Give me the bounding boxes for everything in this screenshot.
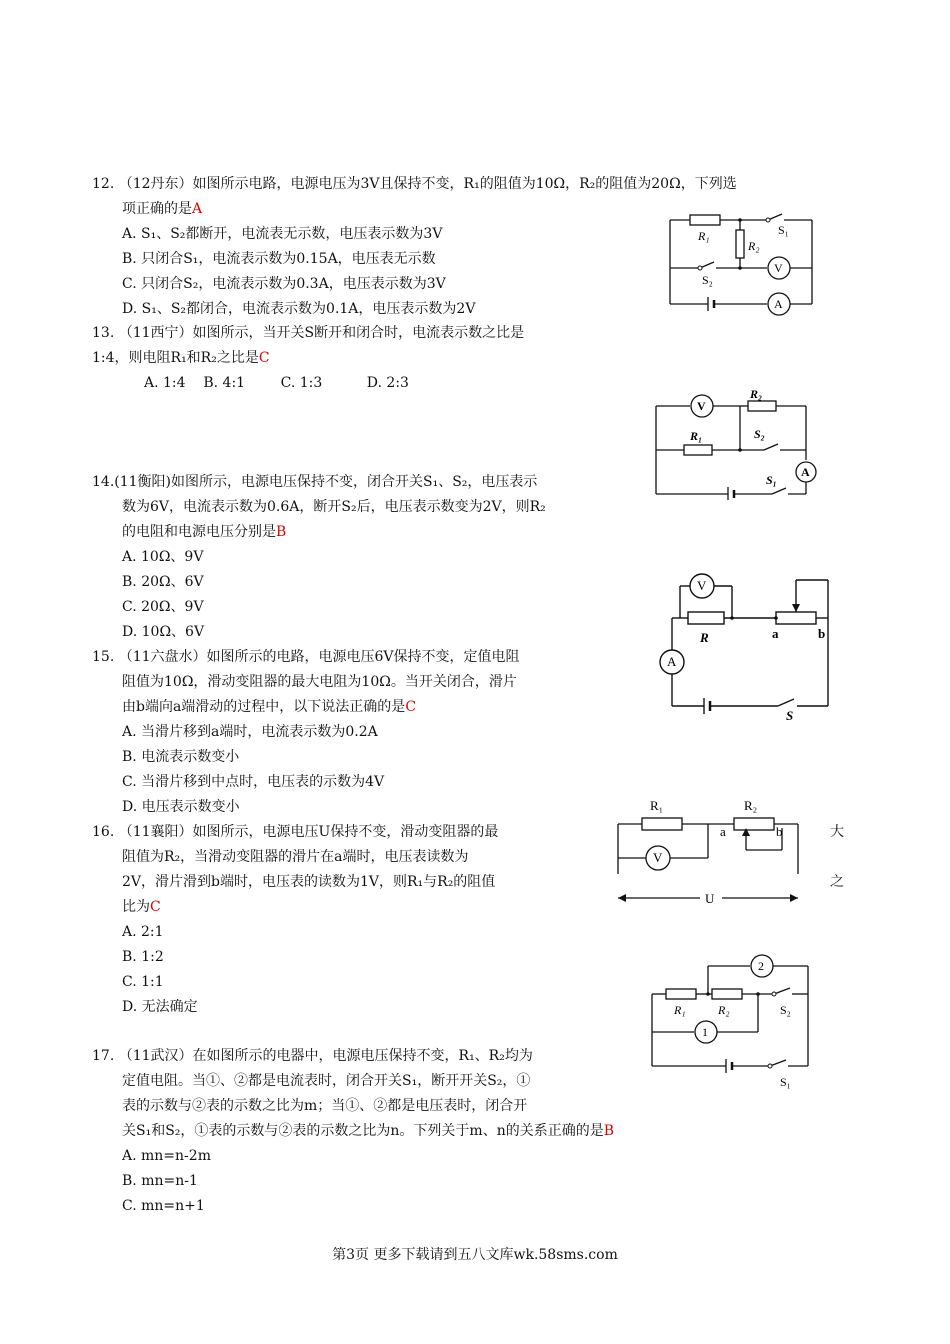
q17-option-a: A. mn=n-2m [122,1148,211,1164]
q17-s2-label: S₂ [780,1003,791,1017]
q12-r2-label: R₂ [748,239,760,253]
q15-option-d: D. 电压表示数变小 [122,799,240,815]
q15-option-a: A. 当滑片移到a端时，电流表示数为0.2A [122,724,378,740]
q12-option-b: B. 只闭合S₁，电流表示数为0.15A，电压表无示数 [122,251,436,267]
q15-ammeter-label: A [667,654,677,669]
q16-answer: C [150,899,161,915]
q14-option-a: A. 10Ω、9V [122,549,204,565]
q12-line1: 12. （12丹东）如图所示电路，电源电压为3V且保持不变，R₁的阻值为10Ω，R₂的阻值为20Ω，下列选 [92,176,737,192]
q13-r2-label: R₂ [750,388,763,401]
q14-option-d: D. 10Ω、6V [122,624,205,640]
q17-stem-end: 关S₁和S₂，①表的示数与②表的示数之比为n。下列关于m、n的关系正确的是 [122,1123,604,1139]
q13-line2 [92,348,270,368]
q16-r2-label: R₂ [744,798,758,813]
q14-line3 [122,522,286,542]
q16-line4 [122,897,161,917]
q16-b-end-label: b [776,824,783,839]
q12-s1-label: S₁ [778,223,789,237]
q15-option-b: B. 电流表示数变小 [122,749,240,765]
q17-line4 [122,1121,614,1141]
q16-a-end-label: a [720,824,726,839]
q14-option-b: B. 20Ω、6V [122,574,204,590]
q15-answer: C [405,699,417,715]
q17-option-b: B. mn=n-1 [122,1173,198,1189]
q15-line1: 15. （11六盘水）如图所示的电路，电源电压6V保持不变，定值电阻 [92,649,520,665]
q12-voltmeter-label: V [774,261,783,275]
q12-stem-end: 项正确的是 [122,201,192,217]
q13-options: A. 1:4 B. 4:1 C. 1:3 D. 2:3 [144,375,409,391]
q15-line3 [122,697,416,717]
q12-line2 [122,199,202,219]
q12-s2-label: S₂ [702,273,713,287]
q12-circuit-diagram [660,206,820,321]
q15-b-end-label: b [818,626,826,641]
q15-r-label: R [700,630,709,645]
q17-meter2-label: 2 [758,959,764,973]
q15-circuit-diagram [652,570,834,720]
q12-option-a: A. S₁、S₂都断开，电流表无示数，电压表示数为3V [122,226,443,242]
q17-line1: 17. （11武汉）在如图所示的电器中，电源电压保持不变，R₁、R₂均为 [92,1048,533,1064]
q15-a-end-label: a [772,626,779,641]
q14-answer: B [276,524,287,540]
q16-option-a: A. 2:1 [122,924,164,940]
q17-circuit-diagram [646,948,826,1090]
q15-option-c: C. 当滑片移到中点时，电压表的示数为4V [122,774,385,790]
q13-s1-label: S₁ [766,473,777,487]
q13-line1: 13. （11西宁）如图所示，当开关S断开和闭合时，电流表示数之比是 [92,325,525,341]
q16-line1: 16. （11襄阳）如图所示，电源电压U保持不变，滑动变阻器的最 [92,824,499,840]
q12-r1-label: R₁ [698,229,710,243]
q17-line2: 定值电阻。当①、②都是电流表时，闭合开关S₁，断开开关S₂，① [122,1073,531,1089]
q13-r1-label: R₁ [690,429,703,443]
q15-stem-end: 由b端向a端滑动的过程中，以下说法正确的是 [122,699,406,715]
q12-option-d: D. S₁、S₂都闭合，电流表示数为0.1A，电压表示数为2V [122,301,476,317]
q14-option-c: C. 20Ω、9V [122,599,204,615]
q13-ammeter-label: A [801,465,810,479]
q17-meter1-label: 1 [702,1025,708,1039]
q16-u-label: U [705,891,715,906]
q14-line1: 14.(11衡阳)如图所示，电源电压保持不变，闭合开关S₁、S₂，电压表示 [92,474,538,490]
q16-stem-end: 比为 [122,899,150,915]
q17-s1-label: S₁ [780,1075,791,1089]
q13-stem-end: 1:4，则电阻R₁和R₂之比是 [92,350,259,366]
q16-line1-tail: 大 [830,824,844,840]
q17-r2-label: R₂ [718,1003,730,1017]
q16-option-d: D. 无法确定 [122,999,198,1015]
q12-option-c: C. 只闭合S₂，电流表示数为0.3A，电压表示数为3V [122,276,446,292]
q16-option-b: B. 1:2 [122,949,164,965]
q15-s-label: S [786,708,794,720]
q14-line2: 数为6V，电流表示数为0.6A，断开S₂后，电压表示数变为2V，则R₂ [122,499,546,515]
page-footer: 第3页 更多下载请到五八文库wk.58sms.com [332,1247,618,1263]
q14-stem-end: 的电阻和电源电压分别是 [122,524,276,540]
q15-voltmeter-label: V [697,578,707,593]
q16-voltmeter-label: V [653,850,663,865]
q12-ammeter-label: A [774,297,783,311]
q17-answer: B [603,1123,615,1139]
q16-r1-label: R₁ [650,798,664,813]
q12-answer: A [192,201,203,217]
q13-circuit-diagram [650,388,822,500]
q16-line3: 2V，滑片滑到b端时，电压表的读数为1V，则R₁与R₂的阻值 [122,874,496,890]
q13-s2-label: S₂ [754,427,765,441]
q16-line3-tail: 之 [830,874,844,890]
q17-r1-label: R₁ [674,1003,686,1017]
q16-option-c: C. 1:1 [122,974,164,990]
q13-voltmeter-label: V [697,399,706,413]
q15-line2: 阻值为10Ω，滑动变阻器的最大电阻为10Ω。当开关闭合，滑片 [122,674,517,690]
q13-answer: C [258,350,270,366]
q16-line2: 阻值为R₂，当滑动变阻器的滑片在a端时，电压表读数为 [122,849,469,865]
q16-circuit-diagram [612,792,812,912]
q17-option-c: C. mn=n+1 [122,1198,205,1214]
q17-line3: 表的示数与②表的示数之比为m；当①、②都是电压表时，闭合开 [122,1098,528,1114]
